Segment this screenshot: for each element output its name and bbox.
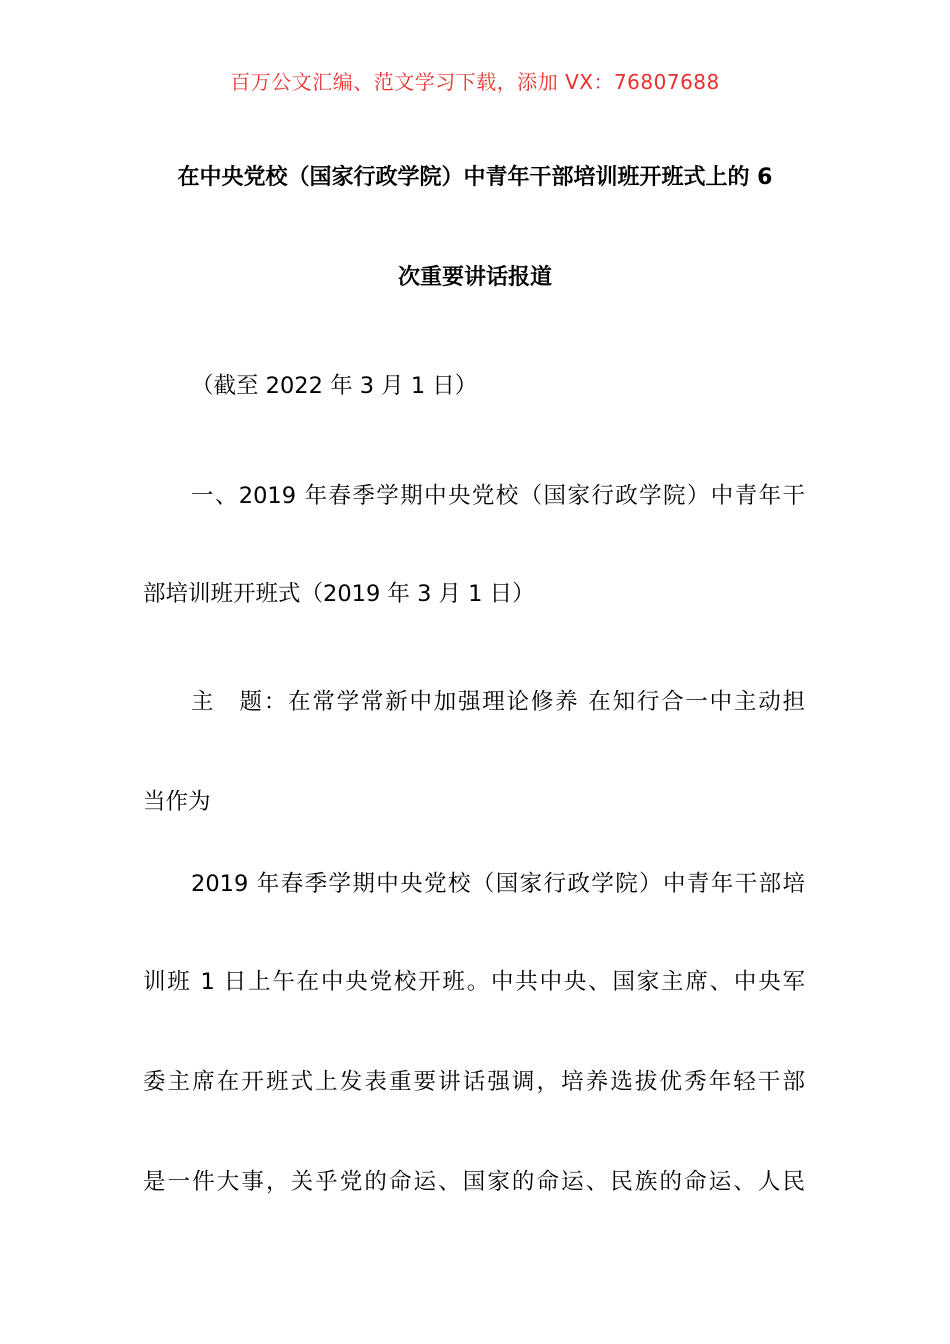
section-heading-line-2: 部培训班开班式（2019 年 3 月 1 日） <box>143 581 535 607</box>
date-note: （截至 2022 年 3 月 1 日） <box>191 373 478 399</box>
document-title-line-1: 在中央党校（国家行政学院）中青年干部培训班开班式上的 6 <box>177 165 773 190</box>
document-title-line-2: 次重要讲话报道 <box>397 265 552 290</box>
body-line-1: 2019 年春季学期中央党校（国家行政学院）中青年干部培 <box>191 871 805 897</box>
theme-line-1: 主 题：在常学常新中加强理论修养 在知行合一中主动担 <box>191 689 805 715</box>
body-line-4: 是一件大事，关乎党的命运、国家的命运、民族的命运、人民 <box>143 1169 805 1195</box>
body-line-3: 委主席在开班式上发表重要讲话强调，培养选拔优秀年轻干部 <box>143 1069 805 1095</box>
header-watermark-note: 百万公文汇编、范文学习下载，添加 VX：76807688 <box>230 70 720 94</box>
theme-line-2: 当作为 <box>143 789 211 815</box>
body-line-2: 训班 1 日上午在中央党校开班。中共中央、国家主席、中央军 <box>143 969 805 995</box>
section-heading-line-1: 一、2019 年春季学期中央党校（国家行政学院）中青年干 <box>191 483 805 509</box>
